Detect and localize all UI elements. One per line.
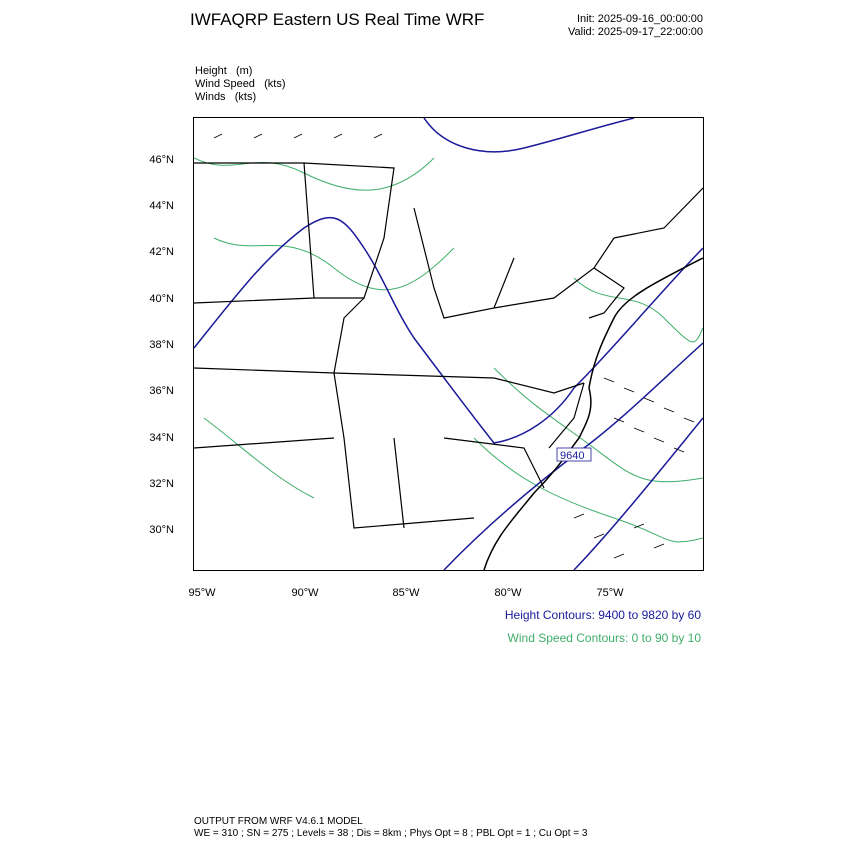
lon-tick-90: 90°W: [291, 587, 319, 599]
lat-tick-30: 30°N: [149, 524, 174, 536]
state-borders: [194, 163, 703, 528]
lat-tick-38: 38°N: [149, 339, 174, 351]
lon-tick-80: 80°W: [494, 587, 522, 599]
map-panel: [193, 117, 704, 571]
lon-tick-75: 75°W: [596, 587, 624, 599]
field-wind-speed: Wind Speed (kts): [195, 78, 286, 90]
init-time: Init: 2025-09-16_00:00:00: [577, 13, 703, 25]
map-title: IWFAQRP Eastern US Real Time WRF: [190, 10, 485, 29]
time-info: [568, 13, 703, 39]
wind-barbs: [214, 134, 694, 558]
lat-tick-40: 40°N: [149, 293, 174, 305]
footer-line-1: OUTPUT FROM WRF V4.6.1 MODEL: [194, 816, 363, 827]
contour-label: 9640: [560, 450, 585, 462]
field-list: [195, 65, 285, 104]
lon-tick-85: 85°W: [392, 587, 420, 599]
valid-time: Valid: 2025-09-17_22:00:00: [568, 26, 703, 38]
wind-speed-contours: [194, 158, 703, 542]
field-winds: Winds (kts): [195, 91, 257, 103]
lat-tick-34: 34°N: [149, 432, 174, 444]
lat-tick-46: 46°N: [149, 154, 174, 166]
lon-tick-95: 95°W: [188, 587, 216, 599]
footer-line-2: WE = 310 ; SN = 275 ; Levels = 38 ; Dis = 8km ; Phys Opt = 8 ; PBL Opt = 1 ; Cu Opt = 3: [194, 828, 588, 839]
lat-tick-36: 36°N: [149, 385, 174, 397]
lat-tick-32: 32°N: [149, 478, 174, 490]
lat-tick-42: 42°N: [149, 246, 174, 258]
height-contours: [194, 118, 703, 570]
coastline: [484, 258, 703, 570]
lat-tick-44: 44°N: [149, 200, 174, 212]
wind-legend: Wind Speed Contours: 0 to 90 by 10: [507, 631, 701, 645]
model-footer: [194, 816, 587, 840]
field-height: Height (m): [195, 65, 253, 77]
height-legend: Height Contours: 9400 to 9820 by 60: [504, 608, 701, 622]
